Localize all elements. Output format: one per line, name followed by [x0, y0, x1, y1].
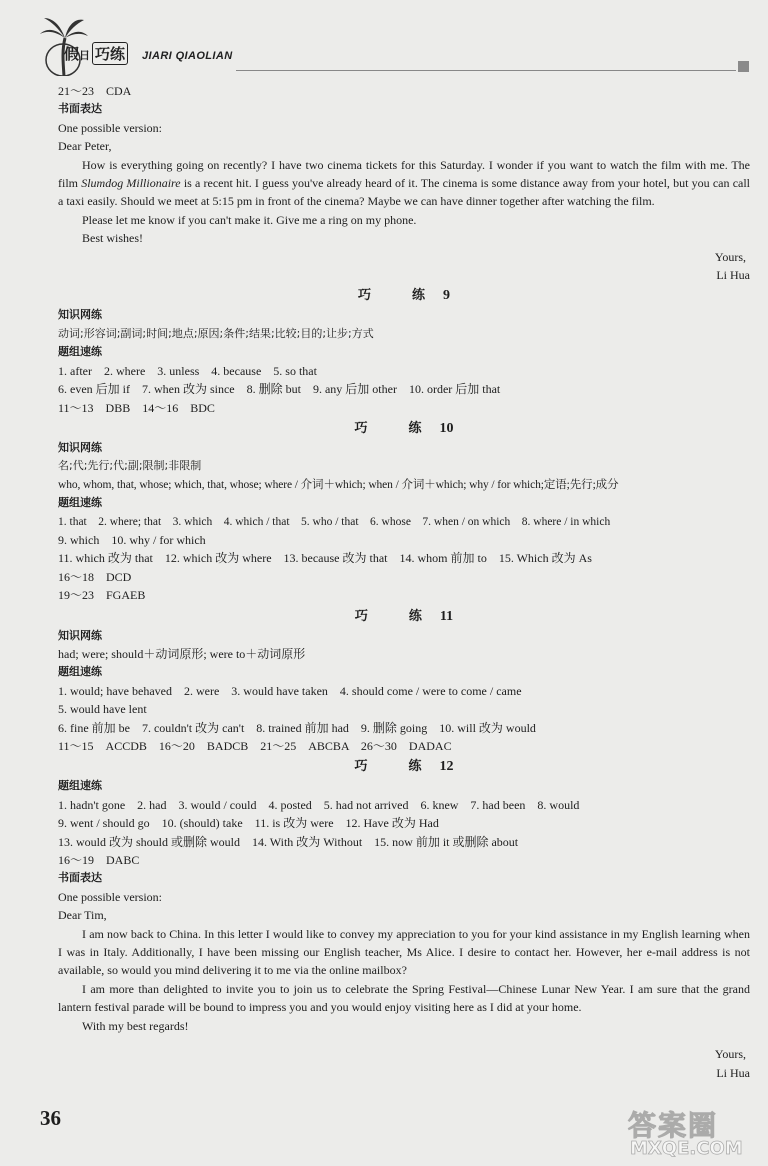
text-line: 6. even 后加 if 7. when 改为 since 8. 删除 but 9. any 后加 other 10. order 后加 that [58, 382, 501, 397]
answer-content [58, 82, 750, 1082]
text-line: 11～13 DBB 14～16 BDC [58, 400, 215, 415]
letter-paragraph: I am now back to China. In this letter I would like to convey my appreciation to you for your kind assistance in my English learning when I was in Italy. Additionally, I have been missing our English teacher, Ms Alice. I desire to contact her. However, her e-mail address is not available, so would you mind delivering it to me via the online mailbox? [58, 926, 750, 978]
text-line: 11. which 改为 that 12. which 改为 where 13. because 改为 that 14. whom 前加 to 15. Which 改为 As [58, 551, 592, 566]
header-square [738, 61, 749, 72]
text-line: 动词;形容词;副词;时间;地点;原因;条件;结果;比较;目的;让步;方式 [58, 326, 374, 340]
letter-closing: With my best regards! [82, 1018, 189, 1033]
letter-sign-yours: Yours, [714, 249, 746, 264]
section-label: 知识网练 [58, 440, 102, 454]
letter-salutation: Dear Tim, [58, 908, 107, 923]
text-line: 11～15 ACCDB 16～20 BADCB 21～25 ABCBA 26～30 DADAC [58, 739, 452, 753]
section-title-12: 巧 练 12 [354, 759, 454, 775]
text-line: who, whom, that, whose; which, that, whose; where / 介词＋which; when / 介词＋which; why / for which;定语;先行;成分 [58, 478, 619, 491]
text-line: 名;代;先行;代;副;限制;非限制 [58, 459, 202, 473]
text-line: 1. after 2. where 3. unless 4. because 5. so that [58, 363, 317, 378]
watermark-url: MXQE.COM [630, 1138, 743, 1159]
section-label: 题组速练 [58, 665, 102, 679]
letter-paragraph: How is everything going on recently? I have two cinema tickets for this Saturday. I wonder if you want to watch the film with me. The film Slumdog Millionaire is a recent hit. I guess you've already heard of it. The cinema is some distance away from your hotel, but you can call a taxi easily. Should we meet at 5:15 pm in front of the cinema? Maybe we can have dinner together after watching the film. [58, 157, 751, 209]
text-line: One possible version: [58, 889, 162, 904]
letter-sign-yours: Yours, [714, 1047, 746, 1062]
watermark-chinese: 答案圈 [628, 1109, 719, 1142]
text-line: 21～23 CDA [58, 84, 132, 98]
text-line: 5. would have lent [58, 702, 147, 717]
text-line: 9. which 10. why / for which [58, 532, 206, 547]
text-line: had; were; should＋动词原形; were to＋动词原形 [58, 646, 306, 661]
letter-closing: Best wishes! [82, 231, 143, 246]
letter-paragraph: Please let me know if you can't make it. Give me a ring on my phone. [82, 212, 417, 227]
text-line: One possible version: [58, 120, 162, 135]
text-line: 9. went / should go 10. (should) take 11. is 改为 were 12. Have 改为 Had [58, 816, 439, 831]
text-line: 1. that 2. where; that 3. which 4. which / that 5. who / that 6. whose 7. when / on which 8. where / in which [58, 515, 611, 528]
letter-salutation: Dear Peter, [58, 139, 112, 154]
section-label: 知识网练 [58, 628, 102, 642]
logo-english: JIARI QIAOLIAN [142, 50, 233, 62]
text-line: 1. hadn't gone 2. had 3. would / could 4. posted 5. had not arrived 6. knew 7. had been 8. would [58, 797, 580, 812]
section-title-11: 巧 练 11 [354, 608, 454, 624]
text-line: 6. fine 前加 be 7. couldn't 改为 can't 8. trained 前加 had 9. 删除 going 10. will 改为 would [58, 720, 536, 735]
section-title-9: 巧 练 9 [357, 288, 450, 304]
letter-paragraph: I am more than delighted to invite you to join us to celebrate the Spring Festival—Chinese Lunar New Year. I am sure that the grand lantern festival parade will be bound to impress you and you would enjoy visiting here as I did at your home. [58, 981, 750, 1015]
text-line: 16～18 DCD [58, 569, 132, 584]
letter-sign-name: Li Hua [716, 1065, 750, 1080]
film-title: Slumdog Millionaire [81, 176, 181, 191]
header-rule [236, 70, 736, 71]
text-line: 19～23 FGAEB [58, 588, 146, 603]
text-line: 13. would 改为 should 或删除 would 14. With 改为 Without 15. now 前加 it 或删除 about [58, 834, 519, 849]
section-title-10: 巧 练 10 [354, 420, 454, 436]
section-label: 书面表达 [58, 871, 102, 885]
section-label: 题组速练 [58, 779, 102, 793]
section-label: 书面表达 [58, 102, 102, 116]
logo-char-1: 假 [64, 45, 80, 63]
logo-chinese [64, 42, 128, 65]
section-label: 知识网练 [58, 308, 102, 322]
text-line: 1. would; have behaved 2. were 3. would have taken 4. should come / were to come / came [58, 683, 522, 698]
letter-sign-name: Li Hua [716, 268, 750, 283]
page-header [0, 0, 768, 82]
site-watermark [628, 1104, 762, 1160]
section-label: 题组速练 [58, 496, 102, 510]
page-number: 36 [40, 1106, 61, 1130]
section-label: 题组速练 [58, 345, 102, 359]
logo-char-2: 日 [79, 49, 91, 62]
text-line: 16～19 DABC [58, 853, 140, 868]
logo-char-box: 巧练 [92, 42, 128, 65]
